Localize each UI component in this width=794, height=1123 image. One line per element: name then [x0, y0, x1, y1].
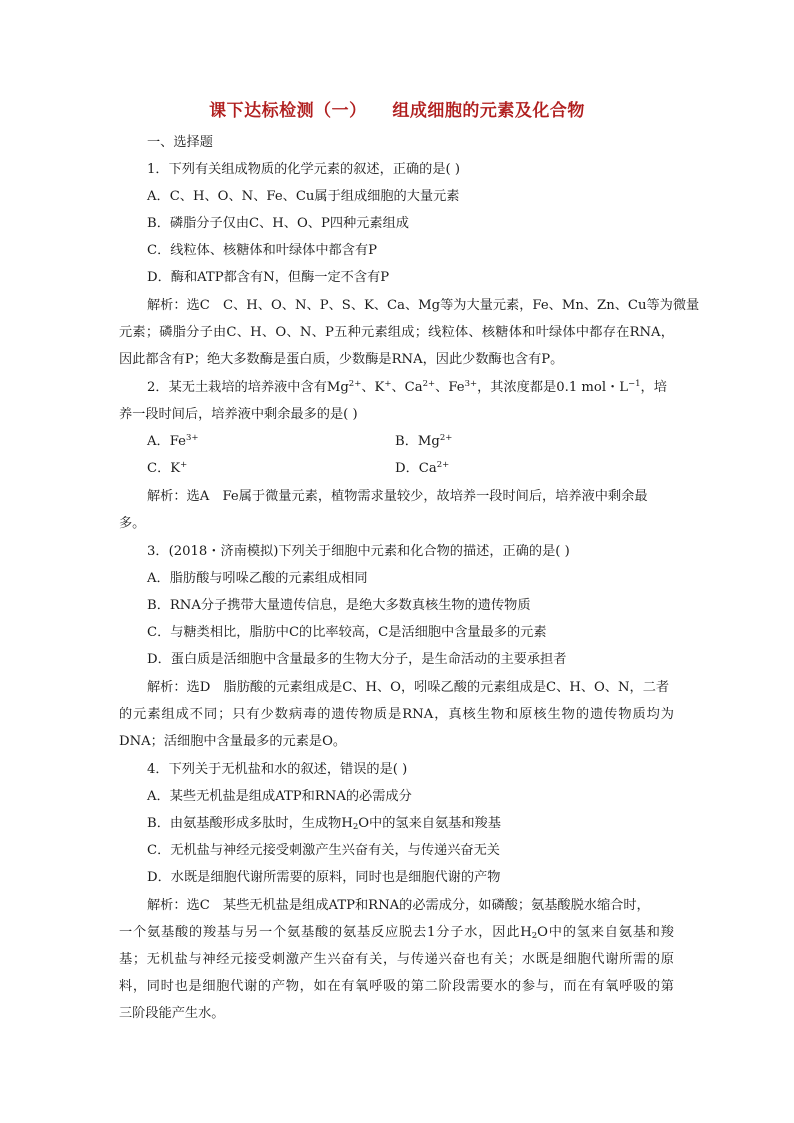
q4-option-b-subscript: 2	[352, 822, 359, 832]
q1-option-d: D．酶和ATP都含有N，但酶一定不含有P	[147, 270, 390, 285]
q4-analysis-line-5: 三阶段能产生水。	[119, 1006, 225, 1021]
q3-option-b: B．RNA分子携带大量遗传信息，是绝大多数真核生物的遗传物质	[147, 598, 531, 613]
q2-ion-fe: 、Fe	[435, 380, 465, 395]
q3-option-c: C．与糖类相比，脂肪中C的比率较高，C是活细胞中含量最多的元素	[147, 625, 547, 640]
q3-analysis-line-3: DNA；活细胞中含量最多的元素是O。	[119, 734, 347, 749]
q2-option-c-text: C．K	[147, 461, 181, 476]
q1-analysis-line-1: 解析：选C C、H、O、N、P、S、K、Ca、Mg等为大量元素，Fe、Mn、Zn、Cu等为微量	[147, 298, 700, 313]
q1-option-a: A．C、H、O、N、Fe、Cu属于组成细胞的大量元素	[147, 189, 460, 204]
page-title: 课下达标检测（一） 组成细胞的元素及化合物	[209, 101, 585, 121]
q2-option-b-text: B．Mg	[395, 434, 440, 449]
q1-analysis-line-2: 元素；磷脂分子由C、H、O、N、P五种元素组成；线粒体、核糖体和叶绿体中都存在RNA，	[119, 325, 674, 340]
q3-stem: 3．(2018・济南模拟)下列关于细胞中元素和化合物的描述，正确的是( )	[147, 544, 570, 559]
q2-option-c-charge: +	[180, 460, 188, 470]
q2-option-d	[395, 460, 449, 478]
q2-analysis-line-2: 多。	[119, 516, 146, 531]
q4-option-c: C．无机盐与神经元接受刺激产生兴奋有关，与传递兴奋无关	[147, 843, 500, 858]
q4-option-a: A．某些无机盐是组成ATP和RNA的必需成分	[147, 789, 412, 804]
q1-stem: 1．下列有关组成物质的化学元素的叙述，正确的是( )	[147, 162, 460, 177]
q2-stem-line-2: 养一段时间后，培养液中剩余最多的是( )	[119, 407, 358, 422]
q4-option-b	[147, 815, 501, 833]
q2-stem	[147, 379, 667, 397]
q4-analysis-text-end: O中的氢来自氨基和羧	[537, 925, 674, 940]
q3-option-d: D．蛋白质是活细胞中含量最多的生物大分子，是生命活动的主要承担者	[147, 652, 567, 667]
q2-unit-exponent: −1	[628, 379, 641, 389]
q3-option-a: A．脂肪酸与吲哚乙酸的元素组成相同	[147, 571, 368, 586]
q2-ion-charge-ca: 2+	[422, 379, 436, 389]
q4-option-b-text-end: O中的氢来自氨基和羧基	[358, 816, 501, 831]
q2-ion-k: 、K	[361, 380, 385, 395]
q4-option-b-text: B．由氨基酸形成多肽时，生成物H	[147, 816, 353, 831]
q4-analysis-line-4: 料，同时也是细胞代谢的产物，如在有氧呼吸的第二阶段需要水的参与，而在有氧呼吸的第	[119, 979, 674, 994]
q4-analysis-text: 一个氨基酸的羧基与另一个氨基酸的氨基反应脱去1分子水，因此H	[119, 925, 532, 940]
q2-ion-ca: 、Ca	[391, 380, 423, 395]
q2-analysis-line-1: 解析：选A Fe属于微量元素，植物需求量较少，故培养一段时间后，培养液中剩余最	[147, 489, 648, 504]
q2-concentration: ，其浓度都是0.1 mol・L	[477, 380, 629, 395]
q2-stem-text: 2．某无土栽培的培养液中含有Mg	[147, 380, 349, 395]
q4-analysis-subscript: 2	[531, 931, 538, 941]
q2-option-b-charge: 2+	[439, 433, 453, 443]
q3-analysis-line-2: 的元素组成不同；只有少数病毒的遗传物质是RNA，真核生物和原核生物的遗传物质均为	[119, 707, 674, 722]
q2-option-d-charge: 2+	[436, 460, 450, 470]
q4-analysis-line-1: 解析：选C 某些无机盐是组成ATP和RNA的必需成分，如磷酸；氨基酸脱水缩合时，	[147, 898, 650, 913]
q4-analysis-line-2	[119, 924, 674, 942]
q1-option-b: B．磷脂分子仅由C、H、O、P四种元素组成	[147, 216, 409, 231]
q2-ion-charge-fe: 3+	[464, 379, 478, 389]
q4-option-d: D．水既是细胞代谢所需要的原料，同时也是细胞代谢的产物	[147, 870, 501, 885]
q4-analysis-line-3: 基；无机盐与神经元接受刺激产生兴奋有关，与传递兴奋也有关；水既是细胞代谢所需的原	[119, 952, 674, 967]
q3-analysis-line-1: 解析：选D 脂肪酸的元素组成是C、H、O，吲哚乙酸的元素组成是C、H、O、N，二者	[147, 680, 670, 695]
q1-option-c: C．线粒体、核糖体和叶绿体中都含有P	[147, 243, 377, 258]
q4-stem: 4．下列关于无机盐和水的叙述，错误的是( )	[147, 762, 408, 777]
q2-ion-charge-k: +	[384, 379, 392, 389]
q2-ion-charge-mg: 2+	[348, 379, 362, 389]
q1-analysis-line-3: 因此都含有P；绝大多数酶是蛋白质，少数酶是RNA，因此少数酶也含有P。	[119, 352, 564, 367]
q2-option-b	[395, 433, 452, 451]
q2-option-a-text: A．Fe	[147, 434, 186, 449]
q2-option-d-text: D．Ca	[395, 461, 437, 476]
section-heading: 一、选择题	[147, 135, 213, 150]
q2-option-a-charge: 3+	[185, 433, 199, 443]
q2-option-a	[147, 433, 198, 451]
q2-option-c	[147, 460, 187, 478]
q2-stem-end: ，培	[640, 380, 667, 395]
